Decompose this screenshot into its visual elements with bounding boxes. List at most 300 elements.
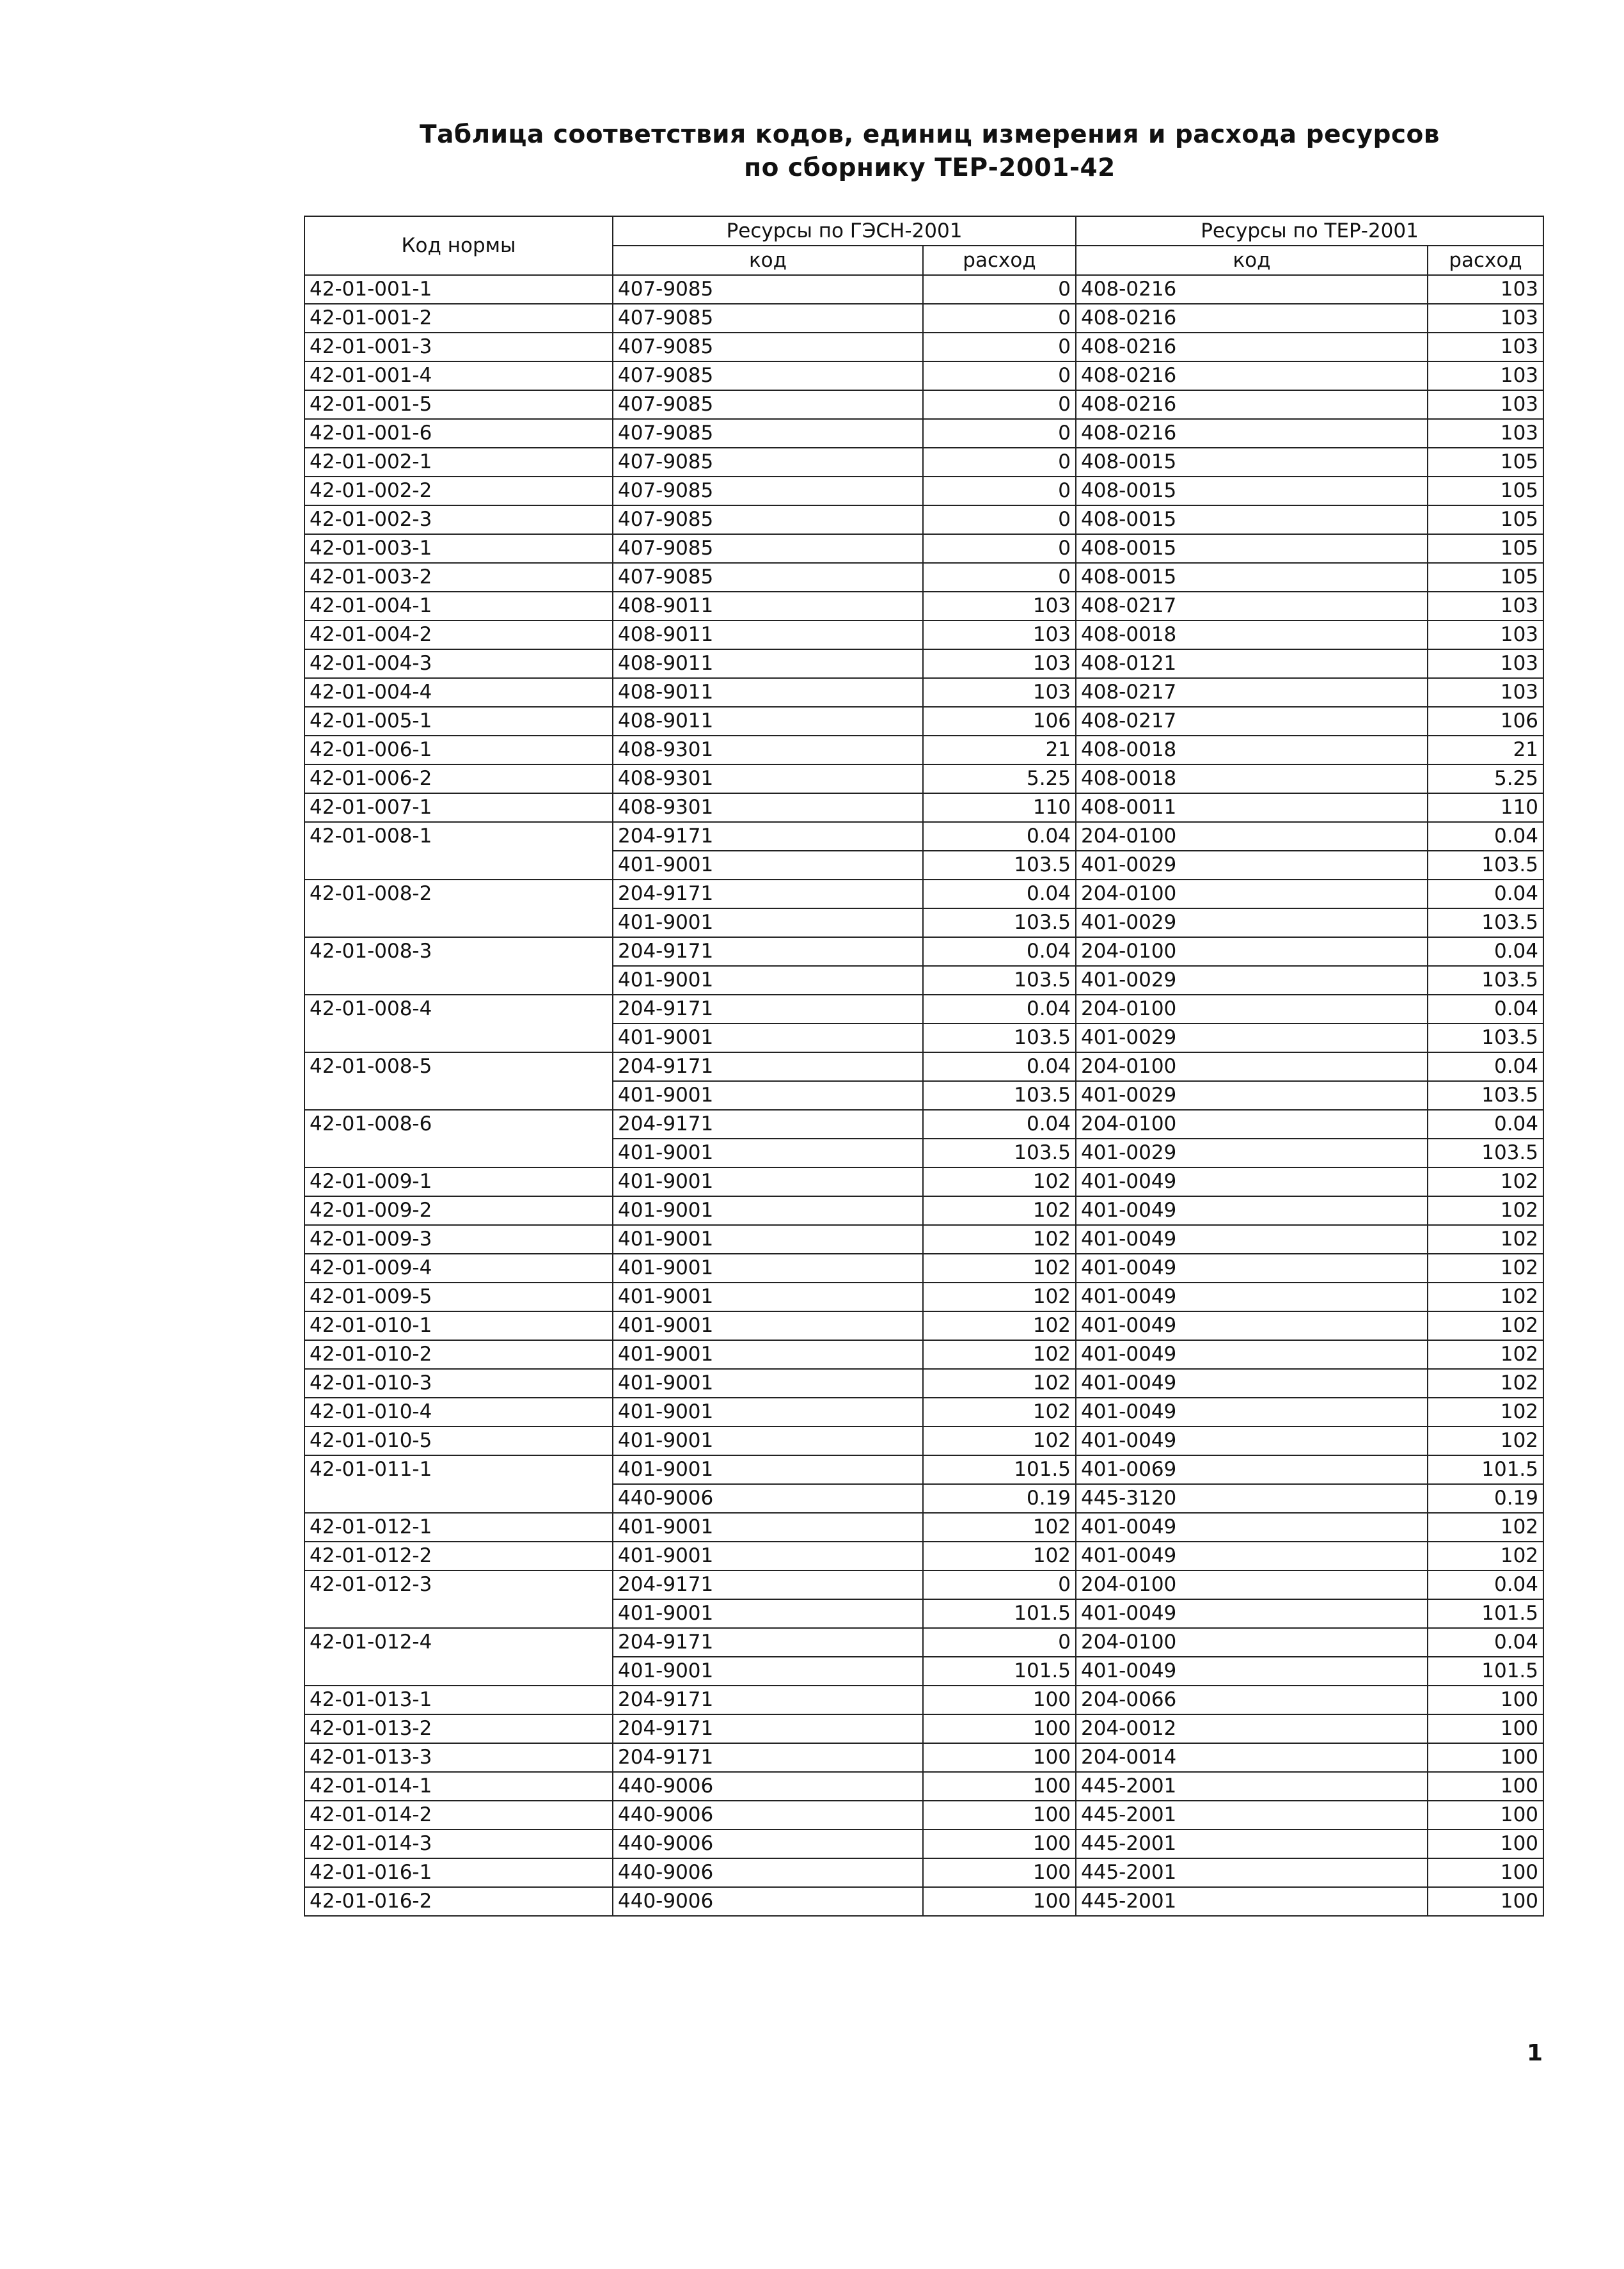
gesn-rate-cell: 101.5 xyxy=(923,1657,1076,1686)
table-row xyxy=(304,1455,1543,1484)
gesn-code-cell: 407-9085 xyxy=(613,390,923,419)
gesn-rate-cell: 0.04 xyxy=(923,995,1076,1024)
gesn-code-cell: 407-9085 xyxy=(613,563,923,592)
gesn-rate-cell: 102 xyxy=(923,1283,1076,1311)
ter-rate-cell: 0.04 xyxy=(1428,1110,1543,1139)
ter-rate-cell: 0.04 xyxy=(1428,995,1543,1024)
gesn-rate-cell: 103.5 xyxy=(923,966,1076,995)
ter-rate-cell: 0.04 xyxy=(1428,1052,1543,1081)
norm-code-cell: 42-01-001-2 xyxy=(304,304,613,333)
ter-rate-cell: 100 xyxy=(1428,1887,1543,1916)
table-row xyxy=(304,1801,1543,1830)
ter-code-cell: 408-0121 xyxy=(1076,649,1428,678)
gesn-code-cell: 401-9001 xyxy=(613,1225,923,1254)
gesn-rate-cell: 21 xyxy=(923,736,1076,764)
table-row xyxy=(304,1167,1543,1196)
gesn-rate-cell: 100 xyxy=(923,1858,1076,1887)
ter-rate-cell: 0.19 xyxy=(1428,1484,1543,1513)
ter-code-cell: 401-0029 xyxy=(1076,1024,1428,1052)
gesn-rate-cell: 102 xyxy=(923,1542,1076,1570)
header-ter-resources: Ресурсы по ТЕР-2001 xyxy=(1076,216,1543,246)
norm-code-cell: 42-01-009-5 xyxy=(304,1283,613,1311)
gesn-rate-cell: 0 xyxy=(923,534,1076,563)
norm-code-cell: 42-01-012-3 xyxy=(304,1570,613,1628)
gesn-rate-cell: 102 xyxy=(923,1167,1076,1196)
ter-code-cell: 204-0100 xyxy=(1076,995,1428,1024)
ter-code-cell: 408-0217 xyxy=(1076,707,1428,736)
norm-code-cell: 42-01-013-1 xyxy=(304,1686,613,1714)
gesn-code-cell: 401-9001 xyxy=(613,1024,923,1052)
table-row xyxy=(304,1570,1543,1599)
gesn-code-cell: 401-9001 xyxy=(613,1340,923,1369)
gesn-code-cell: 440-9006 xyxy=(613,1830,923,1858)
gesn-code-cell: 204-9171 xyxy=(613,1110,923,1139)
ter-code-cell: 401-0049 xyxy=(1076,1196,1428,1225)
gesn-code-cell: 408-9011 xyxy=(613,678,923,707)
table-row xyxy=(304,477,1543,505)
gesn-code-cell: 440-9006 xyxy=(613,1887,923,1916)
norm-code-cell: 42-01-012-2 xyxy=(304,1542,613,1570)
page-number: 1 xyxy=(1526,2040,1543,2066)
norm-code-cell: 42-01-014-2 xyxy=(304,1801,613,1830)
table-row xyxy=(304,1340,1543,1369)
ter-code-cell: 408-0018 xyxy=(1076,736,1428,764)
gesn-rate-cell: 102 xyxy=(923,1398,1076,1427)
ter-code-cell: 401-0049 xyxy=(1076,1283,1428,1311)
table-row xyxy=(304,1887,1543,1916)
document-title: Таблица соответствия кодов, единиц измерения и расхода ресурсов xyxy=(420,120,1440,149)
ter-rate-cell: 102 xyxy=(1428,1369,1543,1398)
ter-code-cell: 401-0049 xyxy=(1076,1427,1428,1455)
ter-code-cell: 445-2001 xyxy=(1076,1772,1428,1801)
ter-rate-cell: 103.5 xyxy=(1428,1139,1543,1167)
ter-rate-cell: 0.04 xyxy=(1428,880,1543,908)
norm-code-cell: 42-01-010-1 xyxy=(304,1311,613,1340)
norm-code-cell: 42-01-002-3 xyxy=(304,505,613,534)
norm-code-cell: 42-01-004-3 xyxy=(304,649,613,678)
header-ter-rate: расход xyxy=(1428,246,1543,275)
ter-code-cell: 408-0217 xyxy=(1076,678,1428,707)
ter-code-cell: 408-0216 xyxy=(1076,304,1428,333)
norm-code-cell: 42-01-013-3 xyxy=(304,1743,613,1772)
ter-rate-cell: 100 xyxy=(1428,1801,1543,1830)
gesn-code-cell: 401-9001 xyxy=(613,1427,923,1455)
ter-rate-cell: 101.5 xyxy=(1428,1599,1543,1628)
norm-code-cell: 42-01-006-2 xyxy=(304,764,613,793)
ter-rate-cell: 103.5 xyxy=(1428,851,1543,880)
table-body xyxy=(304,275,1543,1916)
table-row xyxy=(304,1369,1543,1398)
ter-code-cell: 401-0049 xyxy=(1076,1657,1428,1686)
ter-rate-cell: 103 xyxy=(1428,678,1543,707)
gesn-rate-cell: 0 xyxy=(923,304,1076,333)
ter-code-cell: 408-0216 xyxy=(1076,333,1428,361)
ter-rate-cell: 0.04 xyxy=(1428,1570,1543,1599)
gesn-code-cell: 407-9085 xyxy=(613,333,923,361)
gesn-code-cell: 204-9171 xyxy=(613,1628,923,1657)
header-ter-code: код xyxy=(1076,246,1428,275)
norm-code-cell: 42-01-009-1 xyxy=(304,1167,613,1196)
table-header xyxy=(304,216,1543,275)
norm-code-cell: 42-01-012-4 xyxy=(304,1628,613,1686)
ter-code-cell: 204-0066 xyxy=(1076,1686,1428,1714)
gesn-rate-cell: 102 xyxy=(923,1311,1076,1340)
gesn-code-cell: 401-9001 xyxy=(613,851,923,880)
table-row xyxy=(304,1513,1543,1542)
table-row xyxy=(304,1427,1543,1455)
gesn-code-cell: 407-9085 xyxy=(613,448,923,477)
gesn-rate-cell: 0 xyxy=(923,390,1076,419)
table-row xyxy=(304,880,1543,908)
ter-rate-cell: 102 xyxy=(1428,1167,1543,1196)
header-norm-code: Код нормы xyxy=(304,216,613,275)
ter-rate-cell: 101.5 xyxy=(1428,1455,1543,1484)
gesn-rate-cell: 0 xyxy=(923,361,1076,390)
gesn-code-cell: 204-9171 xyxy=(613,880,923,908)
document-subtitle: по сборнику ТЕР-2001-42 xyxy=(744,154,1116,182)
ter-rate-cell: 103 xyxy=(1428,275,1543,304)
table-row xyxy=(304,1283,1543,1311)
norm-code-cell: 42-01-004-2 xyxy=(304,621,613,649)
norm-code-cell: 42-01-002-1 xyxy=(304,448,613,477)
table-row xyxy=(304,361,1543,390)
table-row xyxy=(304,995,1543,1024)
norm-code-cell: 42-01-009-3 xyxy=(304,1225,613,1254)
norm-code-cell: 42-01-010-4 xyxy=(304,1398,613,1427)
ter-code-cell: 401-0049 xyxy=(1076,1254,1428,1283)
gesn-code-cell: 401-9001 xyxy=(613,1254,923,1283)
table-row xyxy=(304,563,1543,592)
ter-rate-cell: 100 xyxy=(1428,1714,1543,1743)
gesn-code-cell: 440-9006 xyxy=(613,1801,923,1830)
gesn-rate-cell: 0 xyxy=(923,505,1076,534)
norm-code-cell: 42-01-001-6 xyxy=(304,419,613,448)
gesn-rate-cell: 100 xyxy=(923,1772,1076,1801)
norm-code-cell: 42-01-009-2 xyxy=(304,1196,613,1225)
norm-code-cell: 42-01-004-4 xyxy=(304,678,613,707)
gesn-code-cell: 401-9001 xyxy=(613,1542,923,1570)
gesn-code-cell: 204-9171 xyxy=(613,937,923,966)
gesn-rate-cell: 103 xyxy=(923,678,1076,707)
gesn-rate-cell: 101.5 xyxy=(923,1455,1076,1484)
gesn-rate-cell: 102 xyxy=(923,1340,1076,1369)
norm-code-cell: 42-01-011-1 xyxy=(304,1455,613,1513)
gesn-code-cell: 401-9001 xyxy=(613,1081,923,1110)
gesn-code-cell: 408-9011 xyxy=(613,592,923,621)
norm-code-cell: 42-01-001-5 xyxy=(304,390,613,419)
table-row xyxy=(304,937,1543,966)
gesn-rate-cell: 100 xyxy=(923,1686,1076,1714)
table-row xyxy=(304,304,1543,333)
header-gesn-resources: Ресурсы по ГЭСН-2001 xyxy=(613,216,1076,246)
gesn-code-cell: 204-9171 xyxy=(613,1714,923,1743)
gesn-code-cell: 204-9171 xyxy=(613,1686,923,1714)
header-gesn-rate: расход xyxy=(923,246,1076,275)
ter-code-cell: 445-2001 xyxy=(1076,1801,1428,1830)
gesn-rate-cell: 103.5 xyxy=(923,908,1076,937)
ter-rate-cell: 103 xyxy=(1428,649,1543,678)
gesn-code-cell: 204-9171 xyxy=(613,1052,923,1081)
gesn-rate-cell: 103 xyxy=(923,649,1076,678)
ter-code-cell: 401-0049 xyxy=(1076,1340,1428,1369)
gesn-rate-cell: 102 xyxy=(923,1513,1076,1542)
norm-code-cell: 42-01-016-1 xyxy=(304,1858,613,1887)
ter-rate-cell: 105 xyxy=(1428,448,1543,477)
ter-code-cell: 204-0100 xyxy=(1076,822,1428,851)
ter-rate-cell: 105 xyxy=(1428,477,1543,505)
gesn-code-cell: 401-9001 xyxy=(613,966,923,995)
table-row xyxy=(304,1225,1543,1254)
gesn-code-cell: 440-9006 xyxy=(613,1484,923,1513)
norm-code-cell: 42-01-014-1 xyxy=(304,1772,613,1801)
ter-code-cell: 445-3120 xyxy=(1076,1484,1428,1513)
gesn-rate-cell: 100 xyxy=(923,1801,1076,1830)
ter-rate-cell: 101.5 xyxy=(1428,1657,1543,1686)
ter-code-cell: 204-0100 xyxy=(1076,937,1428,966)
gesn-code-cell: 408-9301 xyxy=(613,793,923,822)
ter-code-cell: 408-0216 xyxy=(1076,361,1428,390)
gesn-code-cell: 401-9001 xyxy=(613,1657,923,1686)
gesn-rate-cell: 0.04 xyxy=(923,1110,1076,1139)
gesn-rate-cell: 103.5 xyxy=(923,1139,1076,1167)
ter-code-cell: 401-0049 xyxy=(1076,1311,1428,1340)
table-row xyxy=(304,1398,1543,1427)
gesn-code-cell: 408-9301 xyxy=(613,764,923,793)
ter-rate-cell: 100 xyxy=(1428,1858,1543,1887)
ter-code-cell: 445-2001 xyxy=(1076,1858,1428,1887)
ter-code-cell: 204-0100 xyxy=(1076,1628,1428,1657)
ter-rate-cell: 5.25 xyxy=(1428,764,1543,793)
ter-code-cell: 408-0217 xyxy=(1076,592,1428,621)
table-row xyxy=(304,1686,1543,1714)
ter-code-cell: 204-0012 xyxy=(1076,1714,1428,1743)
ter-rate-cell: 102 xyxy=(1428,1283,1543,1311)
ter-rate-cell: 103 xyxy=(1428,390,1543,419)
ter-rate-cell: 100 xyxy=(1428,1772,1543,1801)
norm-code-cell: 42-01-008-6 xyxy=(304,1110,613,1167)
ter-rate-cell: 103.5 xyxy=(1428,908,1543,937)
gesn-code-cell: 401-9001 xyxy=(613,1196,923,1225)
ter-rate-cell: 102 xyxy=(1428,1196,1543,1225)
norm-code-cell: 42-01-003-2 xyxy=(304,563,613,592)
table-row xyxy=(304,1542,1543,1570)
gesn-rate-cell: 100 xyxy=(923,1887,1076,1916)
ter-rate-cell: 0.04 xyxy=(1428,822,1543,851)
ter-rate-cell: 100 xyxy=(1428,1743,1543,1772)
ter-code-cell: 401-0069 xyxy=(1076,1455,1428,1484)
gesn-rate-cell: 103.5 xyxy=(923,1081,1076,1110)
ter-rate-cell: 100 xyxy=(1428,1830,1543,1858)
gesn-code-cell: 204-9171 xyxy=(613,1743,923,1772)
gesn-rate-cell: 110 xyxy=(923,793,1076,822)
gesn-rate-cell: 101.5 xyxy=(923,1599,1076,1628)
table-row xyxy=(304,534,1543,563)
ter-code-cell: 401-0049 xyxy=(1076,1225,1428,1254)
table-row xyxy=(304,1743,1543,1772)
table-row xyxy=(304,1628,1543,1657)
norm-code-cell: 42-01-002-2 xyxy=(304,477,613,505)
ter-code-cell: 401-0049 xyxy=(1076,1542,1428,1570)
ter-code-cell: 401-0049 xyxy=(1076,1513,1428,1542)
gesn-rate-cell: 0.04 xyxy=(923,880,1076,908)
gesn-rate-cell: 0.04 xyxy=(923,937,1076,966)
gesn-rate-cell: 0 xyxy=(923,448,1076,477)
ter-code-cell: 445-2001 xyxy=(1076,1830,1428,1858)
ter-code-cell: 401-0029 xyxy=(1076,1081,1428,1110)
norm-code-cell: 42-01-012-1 xyxy=(304,1513,613,1542)
ter-code-cell: 401-0049 xyxy=(1076,1398,1428,1427)
ter-code-cell: 401-0049 xyxy=(1076,1369,1428,1398)
norm-code-cell: 42-01-007-1 xyxy=(304,793,613,822)
gesn-code-cell: 407-9085 xyxy=(613,534,923,563)
gesn-code-cell: 407-9085 xyxy=(613,361,923,390)
ter-code-cell: 401-0029 xyxy=(1076,851,1428,880)
ter-rate-cell: 105 xyxy=(1428,534,1543,563)
norm-code-cell: 42-01-001-3 xyxy=(304,333,613,361)
ter-rate-cell: 102 xyxy=(1428,1427,1543,1455)
gesn-code-cell: 401-9001 xyxy=(613,1311,923,1340)
ter-rate-cell: 102 xyxy=(1428,1340,1543,1369)
gesn-code-cell: 401-9001 xyxy=(613,1369,923,1398)
norm-code-cell: 42-01-009-4 xyxy=(304,1254,613,1283)
ter-rate-cell: 106 xyxy=(1428,707,1543,736)
ter-code-cell: 408-0015 xyxy=(1076,477,1428,505)
gesn-rate-cell: 0 xyxy=(923,1570,1076,1599)
gesn-rate-cell: 102 xyxy=(923,1196,1076,1225)
ter-rate-cell: 110 xyxy=(1428,793,1543,822)
gesn-code-cell: 401-9001 xyxy=(613,1139,923,1167)
gesn-rate-cell: 100 xyxy=(923,1743,1076,1772)
ter-rate-cell: 105 xyxy=(1428,505,1543,534)
gesn-code-cell: 440-9006 xyxy=(613,1772,923,1801)
ter-code-cell: 445-2001 xyxy=(1076,1887,1428,1916)
table-row xyxy=(304,1830,1543,1858)
table-row xyxy=(304,333,1543,361)
table-row xyxy=(304,505,1543,534)
gesn-code-cell: 408-9011 xyxy=(613,649,923,678)
norm-code-cell: 42-01-008-3 xyxy=(304,937,613,995)
table-row xyxy=(304,736,1543,764)
norm-code-cell: 42-01-001-4 xyxy=(304,361,613,390)
gesn-rate-cell: 102 xyxy=(923,1254,1076,1283)
ter-code-cell: 408-0216 xyxy=(1076,275,1428,304)
norm-code-cell: 42-01-014-3 xyxy=(304,1830,613,1858)
ter-rate-cell: 103 xyxy=(1428,419,1543,448)
table-row xyxy=(304,793,1543,822)
gesn-code-cell: 401-9001 xyxy=(613,1398,923,1427)
ter-code-cell: 408-0018 xyxy=(1076,621,1428,649)
gesn-code-cell: 440-9006 xyxy=(613,1858,923,1887)
gesn-rate-cell: 0.04 xyxy=(923,822,1076,851)
ter-rate-cell: 105 xyxy=(1428,563,1543,592)
gesn-rate-cell: 103 xyxy=(923,621,1076,649)
gesn-rate-cell: 0.19 xyxy=(923,1484,1076,1513)
table-row xyxy=(304,275,1543,304)
gesn-rate-cell: 102 xyxy=(923,1427,1076,1455)
ter-code-cell: 204-0100 xyxy=(1076,880,1428,908)
table-row xyxy=(304,1254,1543,1283)
norm-code-cell: 42-01-016-2 xyxy=(304,1887,613,1916)
gesn-code-cell: 408-9301 xyxy=(613,736,923,764)
ter-code-cell: 408-0015 xyxy=(1076,448,1428,477)
ter-rate-cell: 103 xyxy=(1428,304,1543,333)
table-row xyxy=(304,419,1543,448)
table-row xyxy=(304,764,1543,793)
ter-code-cell: 408-0216 xyxy=(1076,390,1428,419)
gesn-rate-cell: 106 xyxy=(923,707,1076,736)
ter-rate-cell: 102 xyxy=(1428,1254,1543,1283)
gesn-code-cell: 408-9011 xyxy=(613,621,923,649)
gesn-rate-cell: 100 xyxy=(923,1714,1076,1743)
gesn-rate-cell: 5.25 xyxy=(923,764,1076,793)
ter-code-cell: 408-0216 xyxy=(1076,419,1428,448)
ter-rate-cell: 103 xyxy=(1428,333,1543,361)
ter-code-cell: 401-0029 xyxy=(1076,1139,1428,1167)
ter-code-cell: 408-0011 xyxy=(1076,793,1428,822)
ter-rate-cell: 0.04 xyxy=(1428,937,1543,966)
gesn-code-cell: 401-9001 xyxy=(613,1513,923,1542)
table-row xyxy=(304,678,1543,707)
gesn-rate-cell: 0 xyxy=(923,477,1076,505)
gesn-code-cell: 407-9085 xyxy=(613,275,923,304)
gesn-rate-cell: 103.5 xyxy=(923,851,1076,880)
norm-code-cell: 42-01-003-1 xyxy=(304,534,613,563)
norm-code-cell: 42-01-010-5 xyxy=(304,1427,613,1455)
gesn-code-cell: 407-9085 xyxy=(613,477,923,505)
norm-code-cell: 42-01-008-4 xyxy=(304,995,613,1052)
ter-rate-cell: 103 xyxy=(1428,621,1543,649)
table-row xyxy=(304,822,1543,851)
gesn-code-cell: 407-9085 xyxy=(613,304,923,333)
ter-rate-cell: 103 xyxy=(1428,592,1543,621)
table-row xyxy=(304,1196,1543,1225)
ter-code-cell: 401-0029 xyxy=(1076,908,1428,937)
ter-rate-cell: 0.04 xyxy=(1428,1628,1543,1657)
ter-rate-cell: 102 xyxy=(1428,1513,1543,1542)
table-row xyxy=(304,592,1543,621)
norm-code-cell: 42-01-005-1 xyxy=(304,707,613,736)
ter-rate-cell: 102 xyxy=(1428,1311,1543,1340)
norm-code-cell: 42-01-008-2 xyxy=(304,880,613,937)
table-row xyxy=(304,1772,1543,1801)
header-gesn-code: код xyxy=(613,246,923,275)
table-row xyxy=(304,649,1543,678)
ter-rate-cell: 100 xyxy=(1428,1686,1543,1714)
gesn-rate-cell: 0 xyxy=(923,419,1076,448)
gesn-code-cell: 408-9011 xyxy=(613,707,923,736)
ter-rate-cell: 21 xyxy=(1428,736,1543,764)
table-row xyxy=(304,448,1543,477)
gesn-rate-cell: 0 xyxy=(923,333,1076,361)
norm-code-cell: 42-01-008-1 xyxy=(304,822,613,880)
gesn-code-cell: 401-9001 xyxy=(613,908,923,937)
gesn-code-cell: 204-9171 xyxy=(613,1570,923,1599)
ter-rate-cell: 102 xyxy=(1428,1225,1543,1254)
ter-rate-cell: 103 xyxy=(1428,361,1543,390)
norm-code-cell: 42-01-008-5 xyxy=(304,1052,613,1110)
table-row xyxy=(304,1110,1543,1139)
gesn-code-cell: 204-9171 xyxy=(613,995,923,1024)
table-row xyxy=(304,1311,1543,1340)
ter-code-cell: 401-0029 xyxy=(1076,966,1428,995)
gesn-code-cell: 204-9171 xyxy=(613,822,923,851)
ter-code-cell: 408-0015 xyxy=(1076,534,1428,563)
correspondence-table xyxy=(304,216,1544,1917)
gesn-rate-cell: 102 xyxy=(923,1225,1076,1254)
table-row xyxy=(304,707,1543,736)
gesn-code-cell: 407-9085 xyxy=(613,419,923,448)
ter-code-cell: 204-0100 xyxy=(1076,1110,1428,1139)
